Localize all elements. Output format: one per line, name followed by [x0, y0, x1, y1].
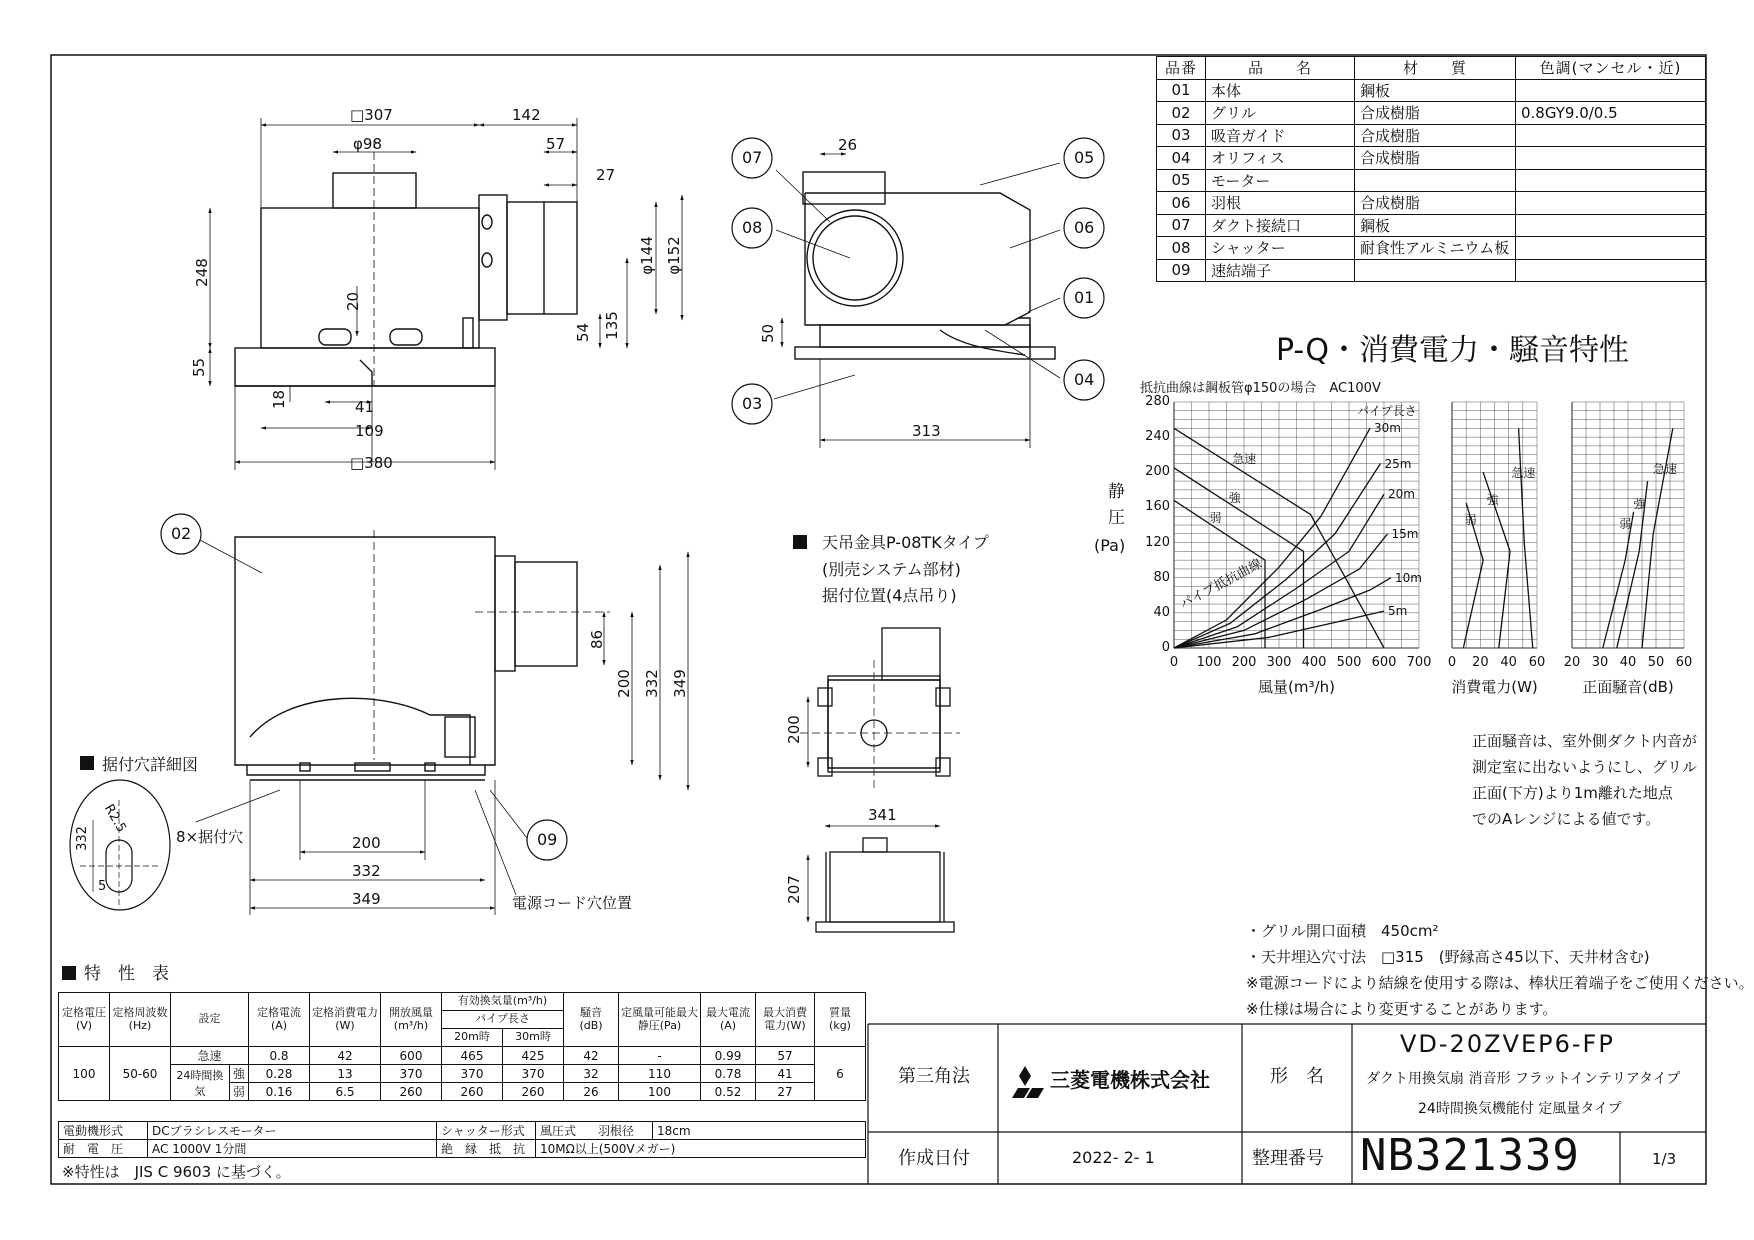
x-axis-label: 消費電力(W) — [1451, 678, 1538, 696]
parts-table — [1156, 56, 1706, 282]
x-tick-label: 60 — [1675, 655, 1693, 670]
page-number: 1/3 — [1652, 1150, 1677, 1168]
x-tick-label: 400 — [1301, 655, 1327, 670]
noise-note-line: 測定室に出ないようにし、グリル — [1472, 758, 1698, 776]
parts-cell-name: グリル — [1206, 102, 1355, 125]
table-row — [1157, 124, 1706, 147]
curve-label: パイプ抵抗曲線 — [1177, 556, 1265, 613]
table-row — [1157, 192, 1706, 215]
x-tick-label: 200 — [1231, 655, 1257, 670]
date-label: 作成日付 — [898, 1148, 970, 1169]
x-tick-label: 700 — [1406, 655, 1432, 670]
parts-cell-no: 06 — [1157, 192, 1206, 215]
parts-cell-color — [1516, 237, 1706, 260]
insulation-value: 10MΩ以上(500Vメガー) — [536, 1140, 866, 1158]
dim-front-55: 55 — [190, 357, 209, 378]
parts-cell-material: 合成樹脂 — [1355, 124, 1516, 147]
hole-detail-title: 据付穴詳細図 — [102, 755, 199, 774]
parts-cell-name: ダクト接続口 — [1206, 214, 1355, 237]
parts-cell-material: 合成樹脂 — [1355, 192, 1516, 215]
spec-h-maxw: 最大消費 電力(W) — [756, 993, 815, 1047]
x-tick-label: 100 — [1196, 655, 1222, 670]
spec-cell: 32 — [564, 1065, 619, 1083]
dim-side-313: 313 — [912, 422, 941, 440]
cord-label: 電源コード穴位置 — [512, 894, 633, 912]
spec-cell: 急速 — [171, 1047, 249, 1065]
dim-front-380: □380 — [350, 454, 393, 472]
spec-h-noise: 騒音 (dB) — [564, 993, 619, 1047]
dim-bottom-332v: 332 — [642, 669, 661, 698]
company-name: 三菱電機株式会社 — [1050, 1068, 1210, 1092]
spec-h-freq: 定格周波数 (Hz) — [110, 993, 171, 1047]
ref-number: NB321339 — [1360, 1130, 1580, 1181]
parts-header-color: 色調(マンセル・近) — [1516, 57, 1706, 80]
series-label: 急速 — [1653, 462, 1678, 477]
y-tick-label: 160 — [1145, 499, 1170, 515]
y-tick-label: 80 — [1153, 569, 1170, 585]
dim-hole-r: R2.5 — [100, 801, 129, 836]
parts-cell-name: 吸音ガイド — [1206, 124, 1355, 147]
withstand-label: 耐 電 圧 — [59, 1140, 148, 1158]
dim-front-152: φ152 — [664, 236, 683, 275]
parts-cell-material: 鋼板 — [1355, 214, 1516, 237]
noise-note-line: 正面(下方)より1m離れた地点 — [1472, 784, 1673, 802]
dim-front-109: 109 — [355, 422, 384, 440]
dim-hanger-207: 207 — [784, 875, 803, 904]
table-row — [1157, 102, 1706, 125]
y-tick-label: 240 — [1145, 429, 1170, 445]
spec-h-eff: 有効換気量(m³/h) — [442, 993, 564, 1011]
parts-cell-no: 04 — [1157, 147, 1206, 170]
chart-title: P-Q・消費電力・騒音特性 — [1276, 333, 1629, 368]
dim-front-20: 20 — [344, 291, 363, 312]
y-tick-label: 40 — [1153, 604, 1170, 620]
parts-cell-material: 鋼板 — [1355, 79, 1516, 102]
spec-h-mass: 質量 (kg) — [815, 993, 866, 1047]
spec-h-20m: 20m時 — [442, 1029, 503, 1047]
dim-front-135: 135 — [602, 311, 621, 340]
parts-cell-color — [1516, 147, 1706, 170]
series-label: 20m — [1388, 487, 1415, 502]
specs-table — [58, 992, 866, 1101]
dim-front-98: φ98 — [353, 135, 382, 153]
dim-front-18: 18 — [270, 389, 289, 410]
pq-ylabel-static: 静 — [1108, 482, 1125, 502]
x-tick-label: 20 — [1472, 655, 1489, 670]
series-label: 強 — [1633, 497, 1646, 512]
projection: 第三角法 — [898, 1066, 970, 1087]
y-tick-label: 0 — [1161, 640, 1170, 655]
x-tick-label: 30 — [1591, 655, 1609, 670]
spec-cell: 0.28 — [249, 1065, 310, 1083]
table-row — [59, 1047, 866, 1065]
dim-side-26: 26 — [838, 136, 858, 154]
spec-cell: 425 — [503, 1047, 564, 1065]
notes-bullets — [1246, 918, 1754, 1022]
spec-cell: 6 — [815, 1047, 866, 1101]
spec-cell: 0.78 — [701, 1065, 756, 1083]
dim-front-307: □307 — [350, 106, 393, 124]
spec-cell: 50-60 — [110, 1047, 171, 1101]
x-tick-label: 600 — [1371, 655, 1397, 670]
jis-note: ※特性は JIS C 9603 に基づく。 — [62, 1163, 291, 1181]
ref-label: 整理番号 — [1252, 1148, 1324, 1169]
parts-cell-no: 08 — [1157, 237, 1206, 260]
spec-cell: 260 — [442, 1083, 503, 1101]
callout-02: 02 — [171, 524, 192, 543]
series-label: 弱 — [1464, 512, 1477, 527]
spec-cell: 強 — [229, 1065, 248, 1083]
parts-cell-name: シャッター — [1206, 237, 1355, 260]
series-label: 25m — [1384, 456, 1412, 471]
parts-cell-name: 羽根 — [1206, 192, 1355, 215]
x-tick-label: 0 — [1169, 655, 1179, 670]
spec-cell: 0.52 — [701, 1083, 756, 1101]
x-axis-label: 正面騒音(dB) — [1582, 678, 1674, 696]
x-tick-label: 0 — [1447, 655, 1457, 670]
dim-front-248: 248 — [192, 258, 211, 287]
spec-cell: 110 — [619, 1065, 701, 1083]
specs-footer-table — [58, 1121, 866, 1158]
parts-cell-no: 01 — [1157, 79, 1206, 102]
parts-cell-color — [1516, 192, 1706, 215]
spec-cell: 600 — [381, 1047, 442, 1065]
shutter-label: シャッター形式 — [437, 1122, 536, 1140]
spec-h-power: 定格消費電力 (W) — [310, 993, 381, 1047]
x-axis-label: 風量(m³/h) — [1258, 678, 1335, 696]
table-row — [1157, 259, 1706, 282]
parts-cell-no: 05 — [1157, 169, 1206, 192]
note-bullet: ・天井埋込穴寸法 □315 (野縁高さ45以下、天井材含む) — [1246, 948, 1650, 966]
spec-cell: 24時間換気 — [171, 1065, 230, 1101]
parts-cell-name: オリフィス — [1206, 147, 1355, 170]
series-label: 15m — [1391, 526, 1419, 541]
specs-title: 特 性 表 — [84, 964, 169, 984]
spec-cell: 42 — [564, 1047, 619, 1065]
dim-front-57: 57 — [546, 135, 566, 153]
spec-cell: 27 — [756, 1083, 815, 1101]
parts-cell-material: 合成樹脂 — [1355, 102, 1516, 125]
noise-note-line: でのAレンジによる値です。 — [1472, 810, 1661, 828]
parts-cell-no: 03 — [1157, 124, 1206, 147]
parts-header-no: 品番 — [1157, 57, 1206, 80]
hole-label: 8×据付穴 — [176, 828, 244, 846]
motor-label: 電動機形式 — [59, 1122, 148, 1140]
spec-h-30m: 30m時 — [503, 1029, 564, 1047]
table-row — [1157, 214, 1706, 237]
callout-08: 08 — [742, 218, 763, 237]
dim-bottom-86: 86 — [588, 629, 607, 650]
parts-cell-no: 09 — [1157, 259, 1206, 282]
y-tick-label: 200 — [1145, 464, 1170, 480]
hanger-sub1: (別売システム部材) — [822, 560, 961, 579]
dim-bottom-200h: 200 — [352, 834, 381, 852]
parts-cell-material — [1355, 169, 1516, 192]
callout-01: 01 — [1074, 288, 1095, 307]
spec-h-pipe: パイプ長さ — [442, 1011, 564, 1029]
dim-front-142: 142 — [512, 106, 541, 124]
dim-hanger-200: 200 — [784, 715, 803, 744]
callout-04: 04 — [1074, 370, 1095, 389]
dim-hole-5: 5 — [98, 879, 107, 894]
parts-cell-no: 02 — [1157, 102, 1206, 125]
callout-06: 06 — [1074, 218, 1095, 237]
spec-h-voltage: 定格電圧 (V) — [59, 993, 110, 1047]
shutter-value: 風圧式 — [536, 1122, 595, 1140]
spec-cell: 57 — [756, 1047, 815, 1065]
parts-cell-color — [1516, 214, 1706, 237]
callout-03: 03 — [742, 394, 763, 413]
series-label: 10m — [1395, 570, 1422, 585]
dim-front-41: 41 — [355, 398, 375, 416]
x-tick-label: 60 — [1528, 655, 1546, 670]
parts-header-material: 材 質 — [1355, 57, 1516, 80]
series-label: 急速 — [1511, 466, 1536, 481]
spec-h-setting: 設定 — [171, 993, 249, 1047]
parts-cell-color — [1516, 259, 1706, 282]
dim-bottom-332h: 332 — [352, 862, 381, 880]
series-label: 強 — [1486, 492, 1499, 507]
table-row — [1157, 79, 1706, 102]
spec-cell: 370 — [442, 1065, 503, 1083]
spec-cell: 260 — [503, 1083, 564, 1101]
parts-cell-color — [1516, 124, 1706, 147]
x-tick-label: 500 — [1336, 655, 1362, 670]
model-desc1: ダクト用換気扇 消音形 フラットインテリアタイプ — [1366, 1071, 1681, 1087]
spec-cell: 100 — [619, 1083, 701, 1101]
x-tick-label: 40 — [1619, 655, 1637, 670]
withstand-value: AC 1000V 1分間 — [148, 1140, 437, 1158]
dim-hanger-341: 341 — [868, 806, 897, 824]
y-tick-label: 120 — [1145, 534, 1170, 550]
spec-cell: 0.8 — [249, 1047, 310, 1065]
parts-cell-material — [1355, 259, 1516, 282]
blade-value: 18cm — [653, 1122, 866, 1140]
dim-bottom-349v: 349 — [670, 669, 689, 698]
spec-cell: 6.5 — [310, 1083, 381, 1101]
table-row — [1157, 169, 1706, 192]
dim-front-27: 27 — [596, 166, 616, 184]
x-tick-label: 50 — [1647, 655, 1665, 670]
blade-label: 羽根径 — [594, 1122, 653, 1140]
parts-cell-material: 耐食性アルミニウム板 — [1355, 237, 1516, 260]
dim-bottom-200v: 200 — [614, 669, 633, 698]
spec-h-open: 開放風量 (m³/h) — [381, 993, 442, 1047]
spec-cell: 弱 — [229, 1083, 248, 1101]
motor-value: DCブラシレスモーター — [148, 1122, 437, 1140]
date-value: 2022- 2- 1 — [1072, 1148, 1155, 1167]
pq-ylabel-unit: (Pa) — [1094, 536, 1126, 555]
note-bullet: ※電源コードにより結線を使用する際は、棒状圧着端子をご使用ください。 — [1246, 974, 1754, 992]
spec-cell: - — [619, 1047, 701, 1065]
spec-cell: 42 — [310, 1047, 381, 1065]
x-tick-label: 300 — [1266, 655, 1292, 670]
table-row — [1157, 147, 1706, 170]
series-label: 5m — [1388, 604, 1408, 619]
pq-ylabel-static2: 圧 — [1108, 508, 1125, 528]
spec-h-current: 定格電流 (A) — [249, 993, 310, 1047]
callout-07: 07 — [742, 148, 763, 167]
model-number: VD-20ZVEP6-FP — [1400, 1030, 1615, 1058]
parts-cell-name: モーター — [1206, 169, 1355, 192]
callout-09: 09 — [537, 830, 558, 849]
dim-front-54: 54 — [574, 322, 593, 343]
spec-cell: 26 — [564, 1083, 619, 1101]
spec-cell: 370 — [381, 1065, 442, 1083]
parts-cell-color: 0.8GY9.0/0.5 — [1516, 102, 1706, 125]
callout-05: 05 — [1074, 148, 1095, 167]
noise-note — [1472, 728, 1697, 832]
noise-note-line: 正面騒音は、室外側ダクト内音が — [1472, 732, 1698, 750]
spec-h-maxa: 最大電流 (A) — [701, 993, 756, 1047]
x-tick-label: 40 — [1500, 655, 1517, 670]
table-row — [1157, 237, 1706, 260]
model-label: 形 名 — [1270, 1066, 1324, 1087]
spec-cell: 13 — [310, 1065, 381, 1083]
spec-cell: 370 — [503, 1065, 564, 1083]
insulation-label: 絶 縁 抵 抗 — [437, 1140, 536, 1158]
parts-cell-material: 合成樹脂 — [1355, 147, 1516, 170]
series-label: 30m — [1374, 421, 1401, 436]
hanger-title: 天吊金具P-08TKタイプ — [822, 533, 989, 552]
table-row — [59, 1065, 866, 1083]
spec-cell: 100 — [59, 1047, 110, 1101]
parts-cell-color — [1516, 79, 1706, 102]
chart-note: 抵抗曲線は鋼板管φ150の場合 AC100V — [1140, 381, 1381, 396]
y-tick-label: 280 — [1145, 394, 1170, 409]
note-bullet: ※仕様は場合により変更することがあります。 — [1246, 1000, 1558, 1018]
spec-cell: 0.99 — [701, 1047, 756, 1065]
series-label: 急速 — [1232, 452, 1257, 467]
series-label: 弱 — [1209, 511, 1222, 526]
dim-hole-332: 332 — [74, 826, 90, 851]
spec-h-maxp: 定風量可能最大 静圧(Pa) — [619, 993, 701, 1047]
series-label: 弱 — [1619, 516, 1632, 531]
series-label: 強 — [1228, 490, 1241, 505]
spec-cell: 260 — [381, 1083, 442, 1101]
note-bullet: ・グリル開口面積 450cm² — [1246, 922, 1439, 940]
x-tick-label: 20 — [1563, 655, 1581, 670]
dim-side-50: 50 — [759, 323, 778, 344]
parts-header-name: 品 名 — [1206, 57, 1355, 80]
parts-cell-name: 速結端子 — [1206, 259, 1355, 282]
spec-cell: 0.16 — [249, 1083, 310, 1101]
legend-title: パイプ長さ — [1357, 404, 1417, 418]
parts-cell-name: 本体 — [1206, 79, 1355, 102]
dim-bottom-349h: 349 — [352, 890, 381, 908]
spec-cell: 465 — [442, 1047, 503, 1065]
parts-cell-no: 07 — [1157, 214, 1206, 237]
dim-front-144: φ144 — [637, 236, 656, 275]
model-desc2: 24時間換気機能付 定風量タイプ — [1418, 1101, 1622, 1117]
hanger-sub2: 据付位置(4点吊り) — [822, 586, 957, 605]
parts-cell-color — [1516, 169, 1706, 192]
spec-cell: 41 — [756, 1065, 815, 1083]
